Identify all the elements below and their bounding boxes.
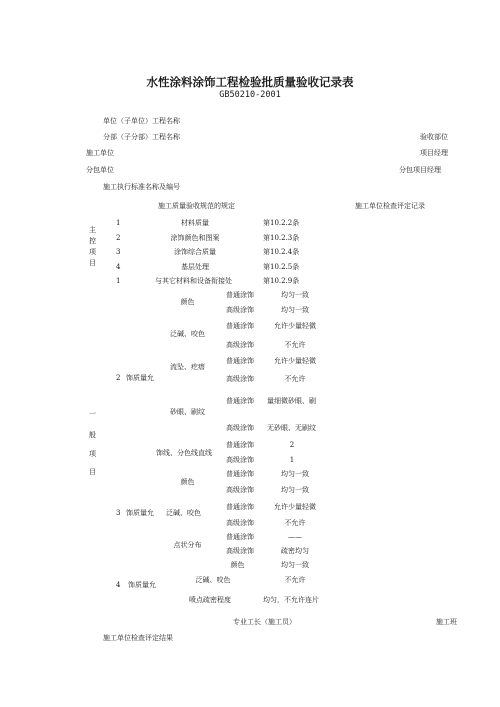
col-header-record: 施工单位检查评定记录: [355, 202, 425, 210]
footer-check-result: 施工单位检查评定结果: [103, 634, 173, 642]
page-title: 水性涂料涂饰工程检验批质量验收记录表: [146, 75, 354, 89]
info-sub-project: 分部（子分部）工程名称: [103, 133, 180, 141]
info-standard: 施工执行标准名称及编号: [103, 183, 180, 191]
info-subcontract-unit: 分包单位: [86, 166, 114, 174]
standard-code: GB50210-2001: [219, 90, 281, 100]
footer-foreman: 专业工长（施工员）: [233, 618, 296, 626]
info-acceptance-dept: 验收部位: [420, 133, 448, 141]
info-project-manager: 项目经理: [420, 149, 448, 157]
info-subcontract-manager: 分包项目经理: [399, 166, 441, 174]
col-header-spec: 施工质量验收规范的规定: [158, 202, 235, 210]
info-construction-unit: 施工单位: [86, 149, 114, 157]
footer-crew: 施工班: [436, 618, 457, 626]
info-unit-project: 单位（子单位）工程名称: [103, 117, 180, 125]
